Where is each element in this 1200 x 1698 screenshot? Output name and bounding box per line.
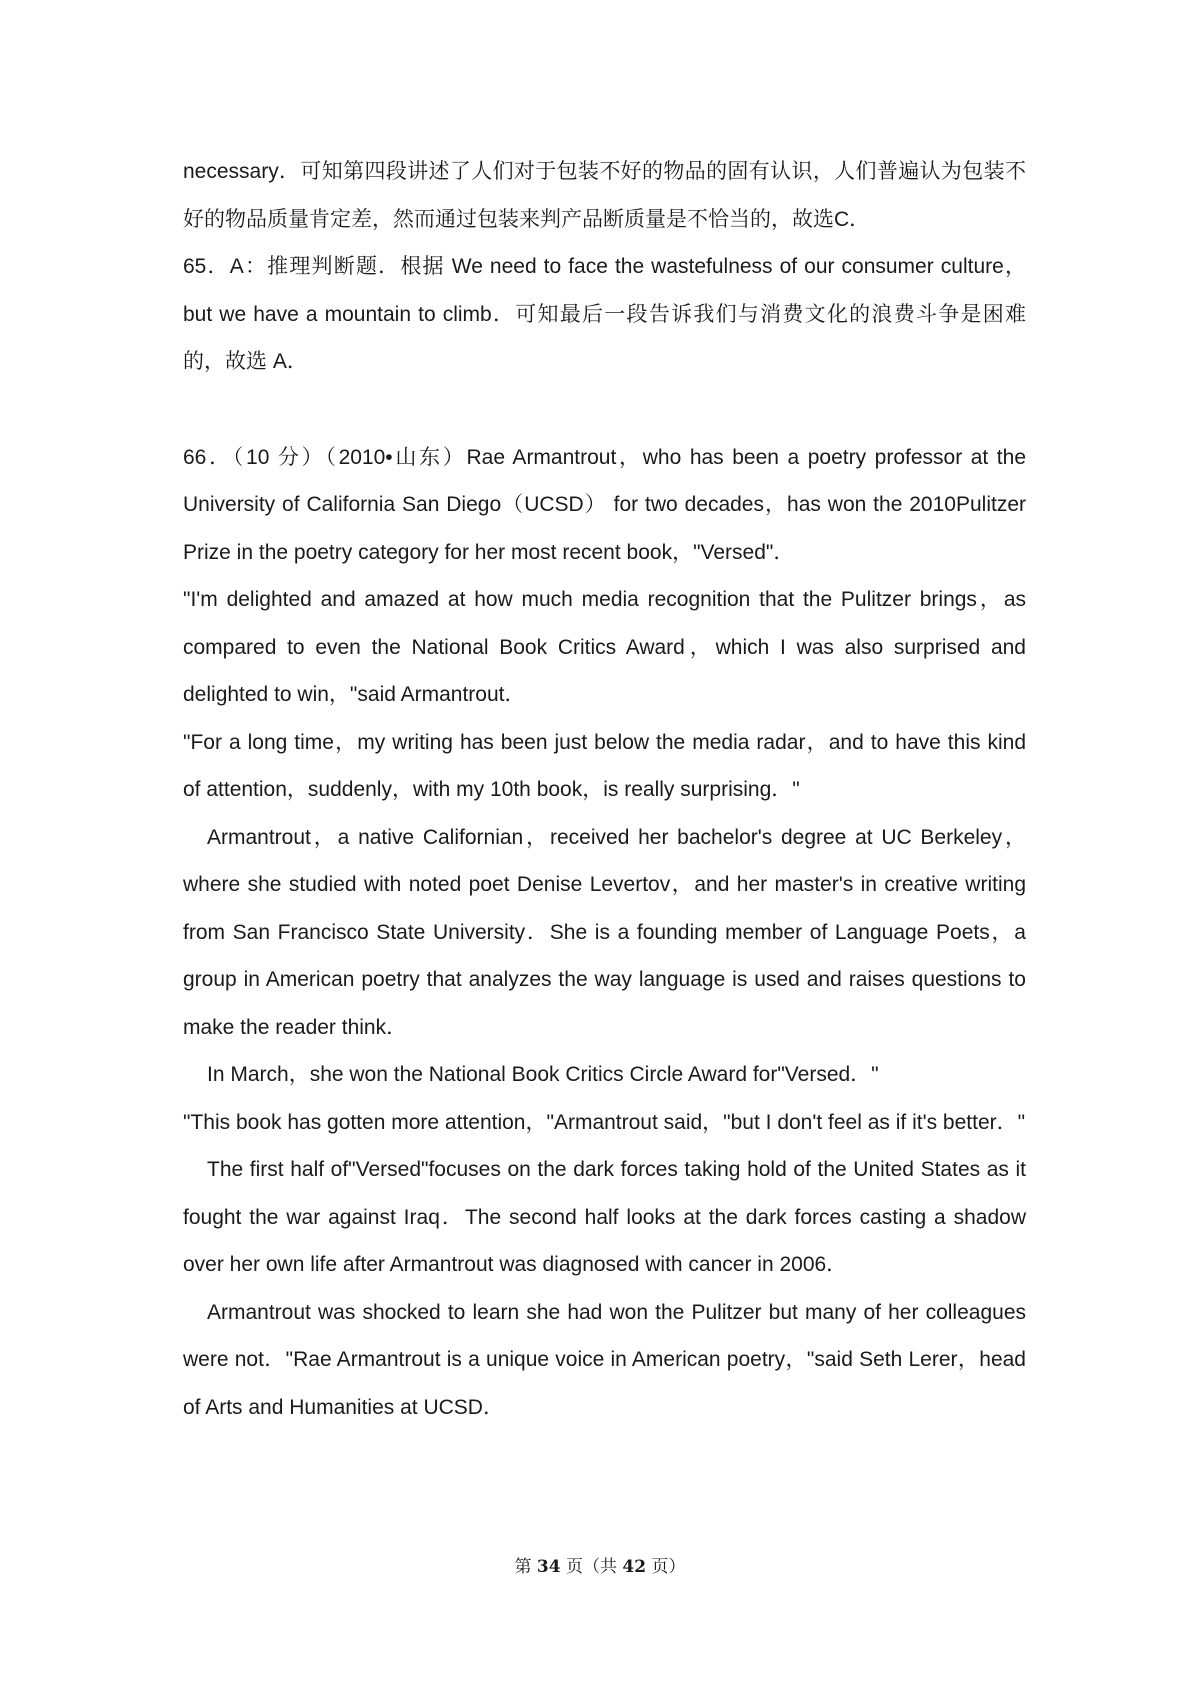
paragraph-quote-delighted: "I'm delighted and amazed at how much media recognition that the Pulitzer brings，as compared to even the National Book Critics Award，which I was also surprised and delighted to win，"said Armantrout． [183,588,1026,706]
paragraph-biography: Armantrout，a native Californian，received her bachelor's degree at UC Berkeley，where she studied with noted poet Denise Levertov，and her master's in creative writing from San Francisco State University．She is a founding member of Language Poets，a group in American poetry that analyzes the way language is used and raises questions to make the reader think． [183,825,1026,1039]
footer-total-pages: 42 [622,1557,647,1577]
paragraph-versed-halves: The first half of"Versed"focuses on the dark forces taking hold of the United States as it fought the war against Iraq．The second half looks at the dark forces casting a shadow over her own life after Armantrout was diagnosed with cancer in 2006． [183,1158,1026,1276]
page-footer [0,1552,1200,1577]
paragraph-65-answer: 65．A：推理判断题．根据 We need to face the wastefulness of our consumer culture，but we have a mountain to climb．可知最后一段告诉我们与消费文化的浪费斗争是困难的，故选 A． [183,255,1026,373]
paragraph-gap [183,386,1026,434]
footer-middle: 页（共 [560,1557,623,1577]
footer-current-page: 34 [536,1557,561,1577]
paragraph-64-explanation-end: necessary．可知第四段讲述了人们对于包装不好的物品的固有认识，人们普遍认为包装不好的物品质量肯定差，然而通过包装来判产品断质量是不恰当的，故选C． [183,160,1026,231]
footer-suffix: 页） [646,1557,686,1577]
paragraph-colleagues: Armantrout was shocked to learn she had won the Pulitzer but many of her colleagues were not．"Rae Armantrout is a unique voice in American poetry，"said Seth Lerer，head of Arts and Humanities at UCSD． [183,1300,1026,1419]
paragraph-quote-attention: "This book has gotten more attention，"Armantrout said，"but I don't feel as if it's better．" [183,1110,1026,1134]
paragraph-66-intro: 66．（10 分）（2010•山东）Rae Armantrout，who has been a poetry professor at the University of California San Diego（UCSD） for two decades，has won the 2010Pulitzer Prize in the poetry category for her most recent book，"Versed"． [183,445,1026,564]
paragraph-march-award: In March，she won the National Book Critics Circle Award for"Versed．" [207,1063,879,1086]
footer-prefix: 第 [514,1557,537,1577]
document-body [183,148,1026,1431]
paragraph-quote-media-radar: "For a long time，my writing has been just below the media radar，and to have this kind of attention，suddenly，with my 10th book，is really surprising．" [183,730,1026,801]
